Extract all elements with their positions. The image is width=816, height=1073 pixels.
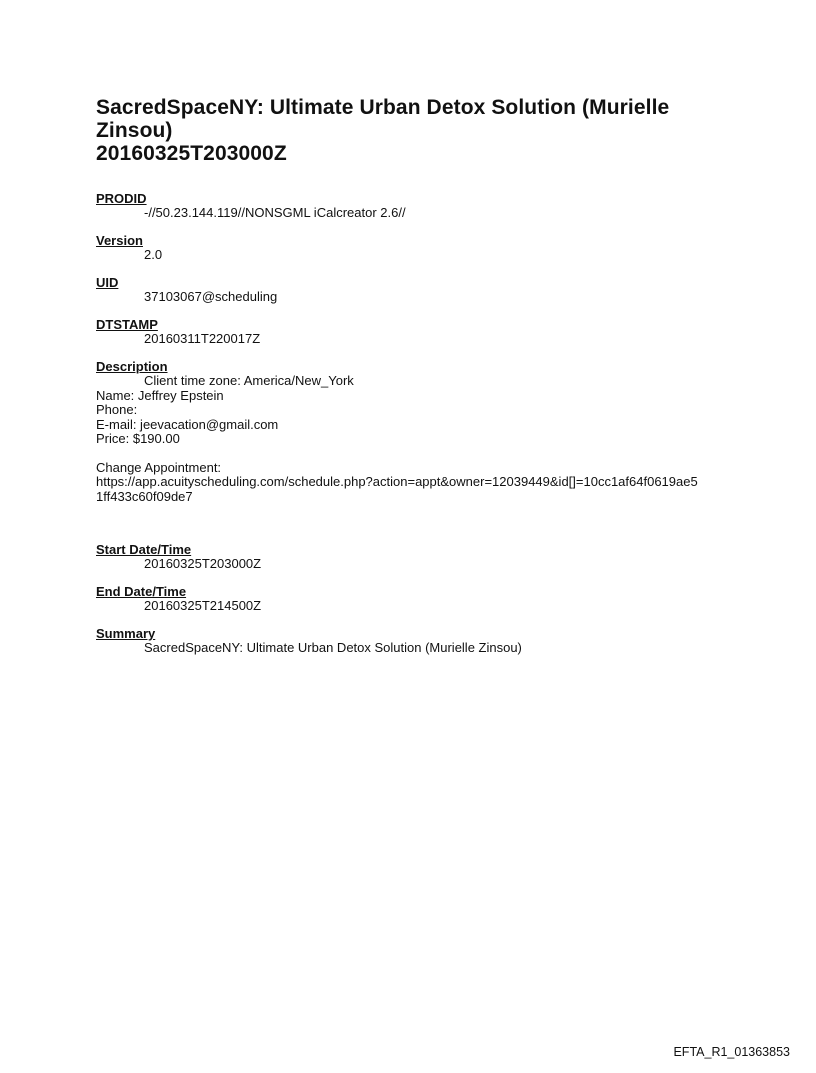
end-value: 20160325T214500Z xyxy=(144,598,262,613)
field-end xyxy=(96,585,736,613)
field-summary xyxy=(96,627,736,655)
field-description xyxy=(96,360,736,529)
description-price: Price: $190.00 xyxy=(96,431,180,446)
dtstamp-value: 20160311T220017Z xyxy=(144,331,261,346)
description-change-url: https://app.acuityscheduling.com/schedule.php?action=appt&owner=12039449&id[]=10cc1af64f0619ae5 xyxy=(96,474,698,489)
page-title xyxy=(96,96,736,165)
description-email: E-mail: jeevacation@gmail.com xyxy=(96,416,279,432)
uid-value: 37103067@scheduling xyxy=(144,289,278,304)
version-value: 2.0 xyxy=(144,247,163,262)
description-change-url-cont: 1ff433c60f09de7 xyxy=(96,488,193,504)
version-label: Version xyxy=(96,233,143,248)
title-line-3: 20160325T203000Z xyxy=(96,142,287,165)
document-id: EFTA_R1_01363853 xyxy=(673,1045,790,1059)
description-gap xyxy=(96,447,736,461)
field-uid xyxy=(96,276,736,304)
dtstamp-label: DTSTAMP xyxy=(96,317,158,332)
description-body xyxy=(96,374,736,529)
description-label: Description xyxy=(96,359,168,374)
description-timezone: Client time zone: America/New_York xyxy=(144,373,354,388)
description-phone: Phone: xyxy=(96,402,138,417)
uid-label: UID xyxy=(96,275,119,290)
description-change-label: Change Appointment: xyxy=(96,459,222,475)
field-version xyxy=(96,234,736,262)
field-dtstamp xyxy=(96,318,736,346)
start-value: 20160325T203000Z xyxy=(144,556,262,571)
start-label: Start Date/Time xyxy=(96,542,192,557)
summary-value: SacredSpaceNY: Ultimate Urban Detox Solution (Murielle Zinsou) xyxy=(144,640,522,655)
description-name: Name: Jeffrey Epstein xyxy=(96,387,224,403)
event-fields xyxy=(96,192,736,655)
title-line-2: Zinsou) xyxy=(96,119,173,142)
prodid-value: -//50.23.144.119//NONSGML iCalcreator 2.6// xyxy=(144,205,406,220)
field-start xyxy=(96,543,736,571)
summary-label: Summary xyxy=(96,626,156,641)
field-prodid xyxy=(96,192,736,220)
document-page xyxy=(96,96,736,669)
prodid-label: PRODID xyxy=(96,191,147,206)
end-label: End Date/Time xyxy=(96,584,187,599)
title-line-1: SacredSpaceNY: Ultimate Urban Detox Solution (Murielle xyxy=(96,96,670,119)
description-spacer xyxy=(96,504,736,529)
